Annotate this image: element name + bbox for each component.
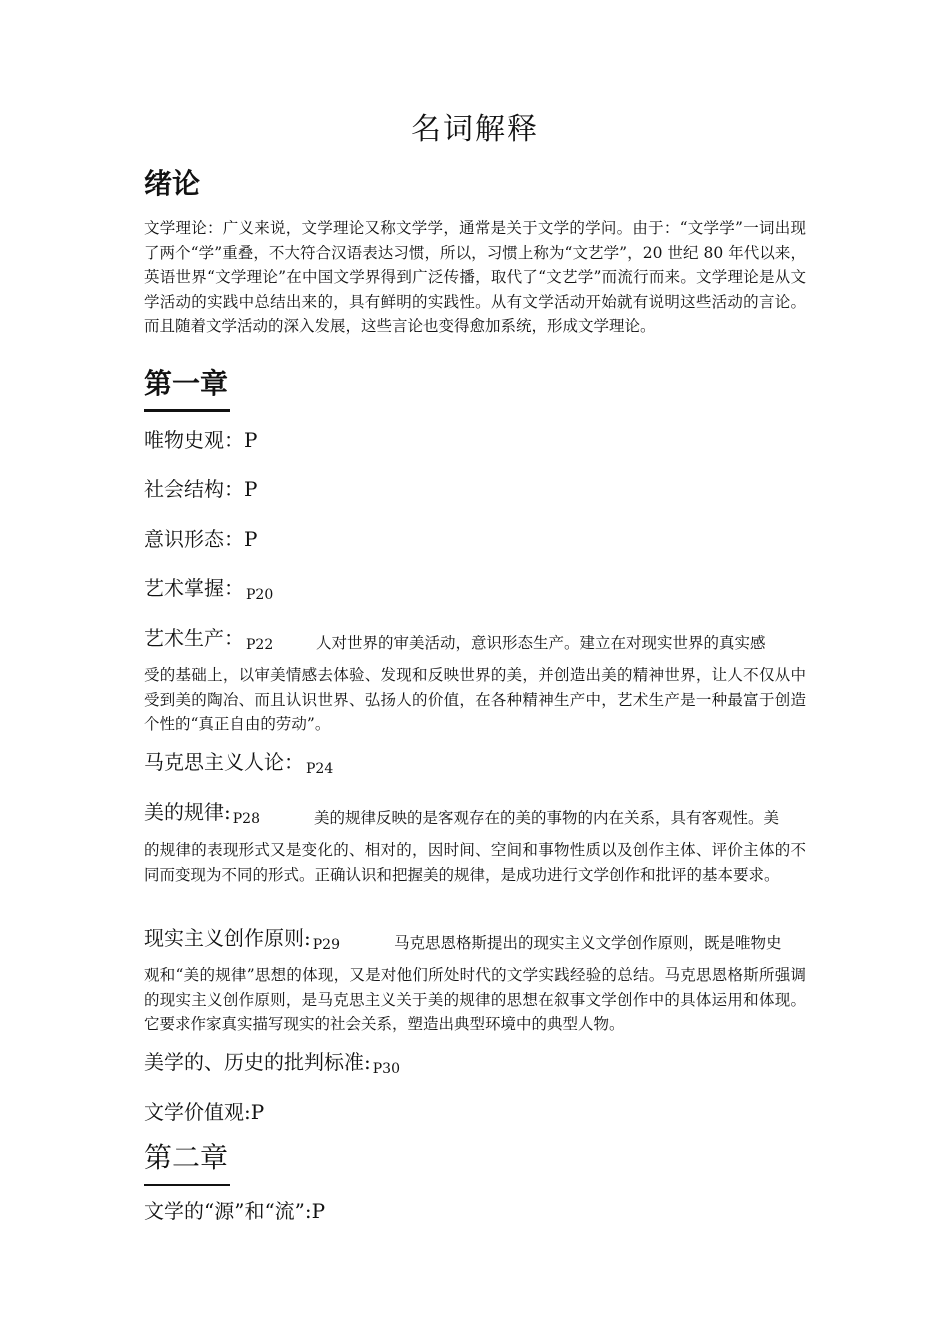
chapter-heading-1: [144, 362, 228, 406]
term-page: P: [244, 527, 258, 551]
term-item: [144, 1096, 264, 1125]
term-item: [144, 424, 257, 453]
document-title: 名词解释: [411, 112, 539, 147]
term-item: [144, 796, 260, 825]
term-label: 马克思主义人论：: [144, 750, 304, 774]
term-page: P28: [232, 811, 260, 827]
term-item: [144, 922, 340, 951]
term-item: [144, 473, 257, 502]
term-page: P24: [306, 761, 334, 777]
term-label: 文学价值观:: [144, 1100, 251, 1124]
term-label: 艺术掌握：: [144, 576, 244, 600]
term-label: 艺术生产：: [144, 626, 244, 650]
intro-paragraph: 文学理论：广义来说，文学理论又称文学学，通常是关于文学的学问。由于：“文学学”一词出现了两个“学”重叠，不大符合汉语表达习惯，所以，习惯上称为“文艺学”，20 世纪 80 年代以来，英语世界“文学理论”在中国文学界得到广泛传播，取代了“文艺学”而流行而来。文学理论是从文学活动的实践中总结出来的，具有鲜明的实践性。从有文学活动开始就有说明这些活动的言论。而且随着文学活动的深入发展，这些言论也变得愈加系统，形成文学理论。: [144, 219, 806, 335]
term-item: [144, 622, 273, 651]
term-label: 文学的“源”和“流”:: [144, 1199, 312, 1223]
chapter-heading-2-text: 第二章: [144, 1141, 229, 1174]
term-definition: 受的基础上，以审美情感去体验、发现和反映世界的美，并创造出美的精神世界，让人不仅从中受到美的陶冶、而且认识世界、弘扬人的价值，在各种精神生产中，艺术生产是一种最富于创造个性的“真正自由的劳动”。: [144, 666, 806, 733]
term-page: P30: [372, 1061, 400, 1077]
term-item: [144, 746, 333, 775]
term-page: P: [311, 1199, 326, 1223]
term-item: [144, 572, 273, 601]
chapter-heading-1-underline: [144, 409, 230, 412]
term-definition-lead: 美的规律反映的是客观存在的美的事物的内在关系，具有客观性。美: [314, 809, 780, 827]
term-label: 现实主义创作原则:: [144, 926, 311, 950]
term-label: 美的规律:: [144, 800, 231, 824]
term-label: 美学的、历史的批判标准:: [144, 1050, 371, 1074]
term-item: [144, 523, 257, 552]
term-page: P22: [246, 637, 274, 653]
term-page: P29: [312, 937, 340, 953]
term-definition-lead: 人对世界的审美活动，意识形态生产。建立在对现实世界的真实感: [316, 634, 766, 652]
term-item: [144, 1046, 400, 1075]
term-label: 社会结构：: [144, 477, 244, 501]
term-label: 意识形态：: [144, 527, 244, 551]
term-label: 唯物史观：: [144, 428, 244, 452]
chapter-heading-2-underline: [144, 1184, 230, 1186]
term-page: P20: [246, 587, 274, 603]
term-page: P: [250, 1100, 265, 1124]
section-heading-intro: 绪论: [144, 167, 201, 200]
term-definition: 观和“美的规律”思想的体现，又是对他们所处时代的文学实践经验的总结。马克思恩格斯所强调的现实主义创作原则，是马克思主义关于美的规律的思想在叙事文学创作中的具体运用和体现。它要求作家真实描写现实的社会关系，塑造出典型环境中的典型人物。: [144, 966, 806, 1033]
term-definition-lead: 马克思恩格斯提出的现实主义文学创作原则，既是唯物史: [394, 934, 782, 952]
term-definition: 的规律的表现形式又是变化的、相对的，因时间、空间和事物性质以及创作主体、评价主体的不同而变现为不同的形式。正确认识和把握美的规律，是成功进行文学创作和批评的基本要求。: [144, 841, 806, 884]
term-item: [144, 1195, 325, 1224]
chapter-heading-1-text: 第一章: [144, 367, 229, 400]
term-page: P: [244, 428, 258, 452]
chapter-heading-2: [144, 1136, 228, 1180]
term-page: P: [244, 477, 258, 501]
